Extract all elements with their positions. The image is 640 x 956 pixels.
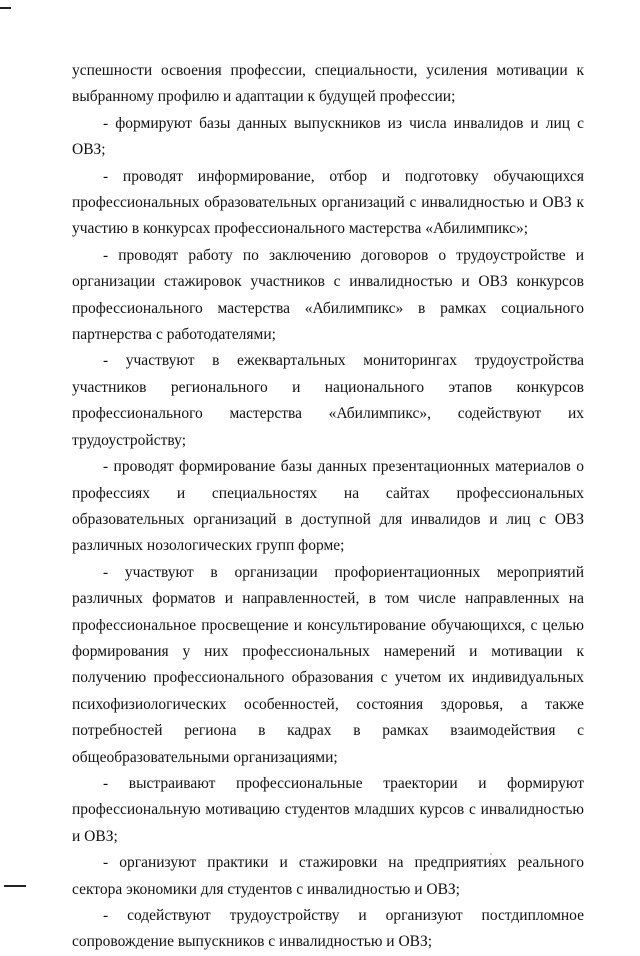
list-item-employment-contracts: - проводят работу по заключению договоров о трудоустройстве и организации стажировок участников с инвалидностью и ОВЗ конкурсов профессионального мастерства «Абилимпикс» в рамках социального партнерства с работодателями; xyxy=(72,246,584,344)
scan-edge-mark-bottom xyxy=(4,885,26,887)
scan-edge-mark-top xyxy=(0,7,11,9)
list-item-informing-selection: - проводят информирование, отбор и подготовку обучающихся профессиональных образовательных организаций с инвалидностью и ОВЗ к участию в конкурсах профессионального мастерства «Абилимпикс»; xyxy=(72,167,584,238)
list-item-postgraduate-support: - содействуют трудоустройству и организуют постдипломное сопровождение выпускников с инвалидностью и ОВЗ; xyxy=(72,907,584,951)
list-item-career-guidance: - участвуют в организации профориентационных мероприятий различных форматов и направленностей, в том числе направленных на профессиональное просвещение и консультирование обучающихся, с целью формирования у них профессиональных намерений и мотивации к получению профессионального образования с учетом их индивидуальных психофизиологических особенностей, состояния здоровья, а также потребностей региона в кадрах в рамках взаимодействия с общеобразовательными организациями; xyxy=(72,563,584,766)
document-body xyxy=(72,58,584,956)
list-item-internships: - организуют практики и стажировки на предприятиях реального сектора экономики для студентов с инвалидностью и ОВЗ; xyxy=(72,854,584,898)
list-item-presentation-materials: - проводят формирование базы данных презентационных материалов о профессиях и специальностях на сайтах профессиональных образовательных организаций в доступной для инвалидов и лиц с ОВЗ различных нозологических групп форме; xyxy=(72,458,584,555)
list-item-graduate-database: - формируют базы данных выпускников из числа инвалидов и лиц с ОВЗ; xyxy=(72,114,584,159)
paragraph-continuation: успешности освоения профессии, специальности, усиления мотивации к выбранному профилю и адаптации к будущей профессии; xyxy=(72,62,584,106)
list-item-professional-trajectories: - выстраивают профессиональные траектории и формируют профессиональную мотивацию студентов младших курсов с инвалидностью и ОВЗ; xyxy=(72,774,584,845)
list-item-employment-monitoring: - участвуют в ежеквартальных мониторингах трудоустройства участников регионального и национального этапов конкурсов профессионального мастерства «Абилимпикс», содействуют их трудоустройству; xyxy=(72,352,584,449)
